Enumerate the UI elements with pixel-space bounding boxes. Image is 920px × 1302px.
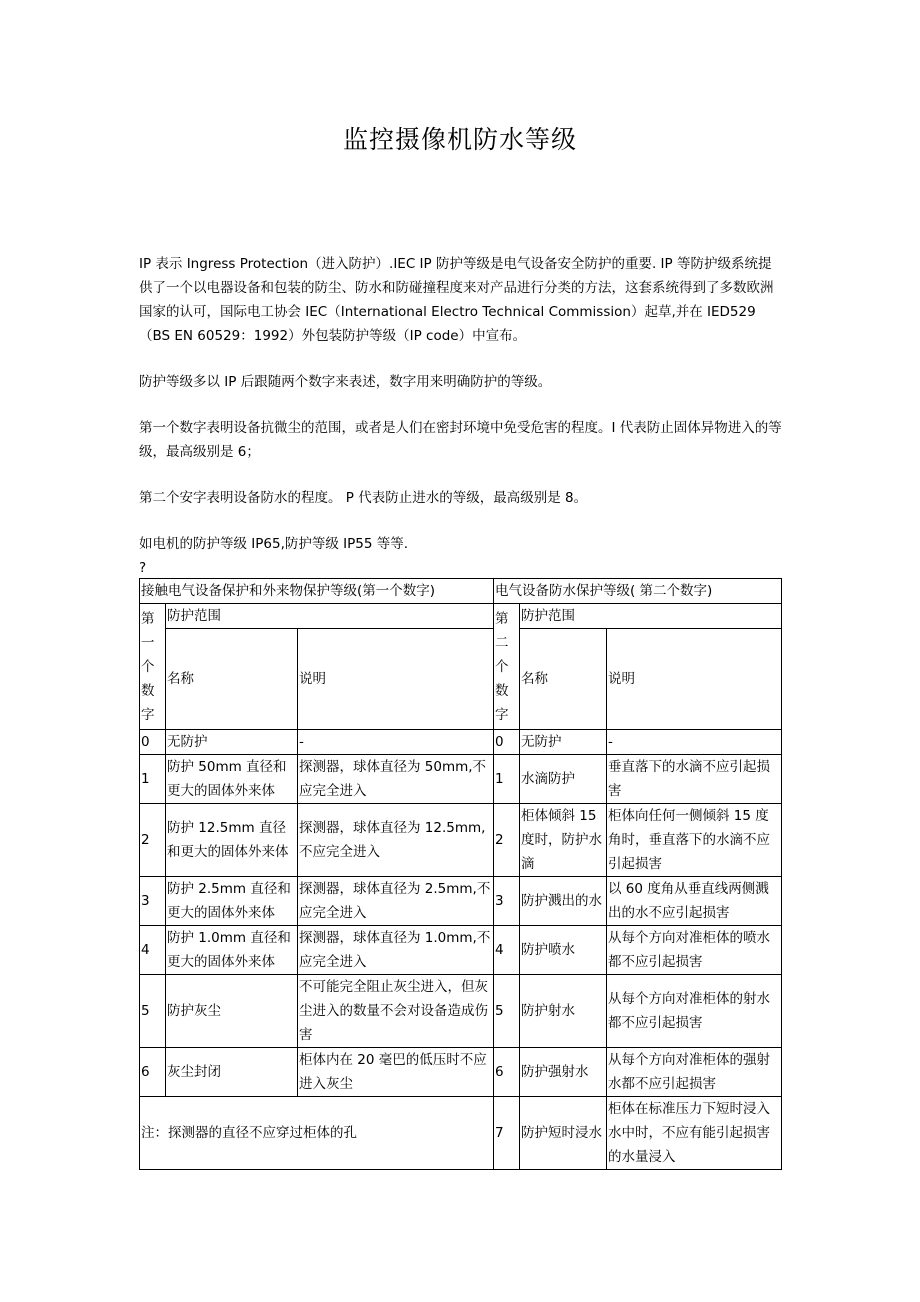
second-digit-cell: 0 (494, 730, 520, 755)
name-label-right: 名称 (520, 629, 607, 730)
second-name-cell: 防护喷水 (520, 926, 607, 975)
second-name-cell: 无防护 (520, 730, 607, 755)
table-row (140, 1048, 782, 1097)
second-name-cell: 水滴防护 (520, 755, 607, 804)
ip-rating-table (139, 578, 782, 1170)
stray-question-mark: ? (139, 560, 147, 576)
table-row (140, 1097, 782, 1170)
first-name-cell: 防护 12.5mm 直径和更大的固体外来体 (166, 804, 298, 877)
first-digit-cell: 1 (140, 755, 166, 804)
second-desc-cell: 以 60 度角从垂直线两侧溅出的水不应引起损害 (607, 877, 782, 926)
second-digit-cell: 6 (494, 1048, 520, 1097)
first-desc-cell: 柜体内在 20 毫巴的低压时不应进入灰尘 (298, 1048, 494, 1097)
second-digit-label: 第二个数字 (494, 604, 520, 730)
first-desc-cell: - (298, 730, 494, 755)
second-desc-cell: - (607, 730, 782, 755)
first-digit-cell: 2 (140, 804, 166, 877)
first-digit-cell: 0 (140, 730, 166, 755)
table-row (140, 926, 782, 975)
first-name-cell: 灰尘封闭 (166, 1048, 298, 1097)
first-name-cell: 防护 50mm 直径和更大的固体外来体 (166, 755, 298, 804)
first-desc-cell: 探测器，球体直径为 2.5mm,不应完全进入 (298, 877, 494, 926)
first-digit-cell: 4 (140, 926, 166, 975)
first-name-cell: 防护灰尘 (166, 975, 298, 1048)
first-desc-cell: 不可能完全阻止灰尘进入，但灰尘进入的数量不会对设备造成伤害 (298, 975, 494, 1048)
first-desc-cell: 探测器，球体直径为 1.0mm,不应完全进入 (298, 926, 494, 975)
table-row (140, 975, 782, 1048)
second-desc-cell: 垂直落下的水滴不应引起损害 (607, 755, 782, 804)
table-header-right: 电气设备防水保护等级( 第二个数字) (494, 579, 782, 604)
second-desc-cell: 柜体向任何一侧倾斜 15 度角时，垂直落下的水滴不应引起损害 (607, 804, 782, 877)
second-digit-cell: 1 (494, 755, 520, 804)
page-title: 监控摄像机防水等级 (342, 125, 577, 154)
first-desc-cell: 探测器，球体直径为 12.5mm,不应完全进入 (298, 804, 494, 877)
table-row (140, 804, 782, 877)
second-name-cell: 防护短时浸水 (520, 1097, 607, 1170)
second-digit-cell: 7 (494, 1097, 520, 1170)
table-note: 注：探测器的直径不应穿过柜体的孔 (140, 1097, 494, 1170)
second-desc-cell: 从每个方向对准柜体的强射水都不应引起损害 (607, 1048, 782, 1097)
table-row (140, 877, 782, 926)
first-name-cell: 防护 2.5mm 直径和更大的固体外来体 (166, 877, 298, 926)
first-digit-paragraph: 第一个数字表明设备抗微尘的范围，或者是人们在密封环境中免受危害的程度。I 代表防止固体异物进入的等级，最高级别是 6； (139, 420, 782, 460)
first-digit-cell: 5 (140, 975, 166, 1048)
desc-label-left: 说明 (298, 629, 494, 730)
second-name-cell: 防护强射水 (520, 1048, 607, 1097)
second-digit-cell: 4 (494, 926, 520, 975)
second-digit-cell: 2 (494, 804, 520, 877)
table-header-left: 接触电气设备保护和外来物保护等级(第一个数字) (140, 579, 494, 604)
first-desc-cell: 探测器，球体直径为 50mm,不应完全进入 (298, 755, 494, 804)
second-desc-cell: 从每个方向对准柜体的喷水都不应引起损害 (607, 926, 782, 975)
example-paragraph: 如电机的防护等级 IP65,防护等级 IP55 等等. (139, 536, 409, 552)
first-digit-label: 第一个数字 (140, 604, 166, 730)
second-name-cell: 防护射水 (520, 975, 607, 1048)
name-label-left: 名称 (166, 629, 298, 730)
second-name-cell: 防护溅出的水 (520, 877, 607, 926)
scope-label-right: 防护范围 (520, 604, 782, 629)
table-row (140, 730, 782, 755)
first-name-cell: 无防护 (166, 730, 298, 755)
digits-paragraph: 防护等级多以 IP 后跟随两个数字来表述，数字用来明确防护的等级。 (139, 374, 552, 390)
scope-label-left: 防护范围 (166, 604, 494, 629)
first-name-cell: 防护 1.0mm 直径和更大的固体外来体 (166, 926, 298, 975)
second-digit-paragraph: 第二个安字表明设备防水的程度。 P 代表防止进水的等级，最高级别是 8。 (139, 490, 588, 506)
intro-paragraph: IP 表示 Ingress Protection（进入防护）.IEC IP 防护等级是电气设备安全防护的重要. IP 等防护级系统提供了一个以电器设备和包装的防尘、防水和防碰撞程度来对产品进行分类的方法，这套系统得到了多数欧洲国家的认可，国际电工协会 IEC（International Electro Technical Commission）起草,并在 IED529（BS EN 60529：1992）外包装防护等级（IP code）中宣布。 (139, 256, 774, 344)
table-row (140, 755, 782, 804)
first-digit-cell: 6 (140, 1048, 166, 1097)
second-digit-cell: 5 (494, 975, 520, 1048)
second-name-cell: 柜体倾斜 15 度时，防护水滴 (520, 804, 607, 877)
second-digit-cell: 3 (494, 877, 520, 926)
second-desc-cell: 柜体在标准压力下短时浸入水中时，不应有能引起损害的水量浸入 (607, 1097, 782, 1170)
second-desc-cell: 从每个方向对准柜体的射水都不应引起损害 (607, 975, 782, 1048)
desc-label-right: 说明 (607, 629, 782, 730)
first-digit-cell: 3 (140, 877, 166, 926)
